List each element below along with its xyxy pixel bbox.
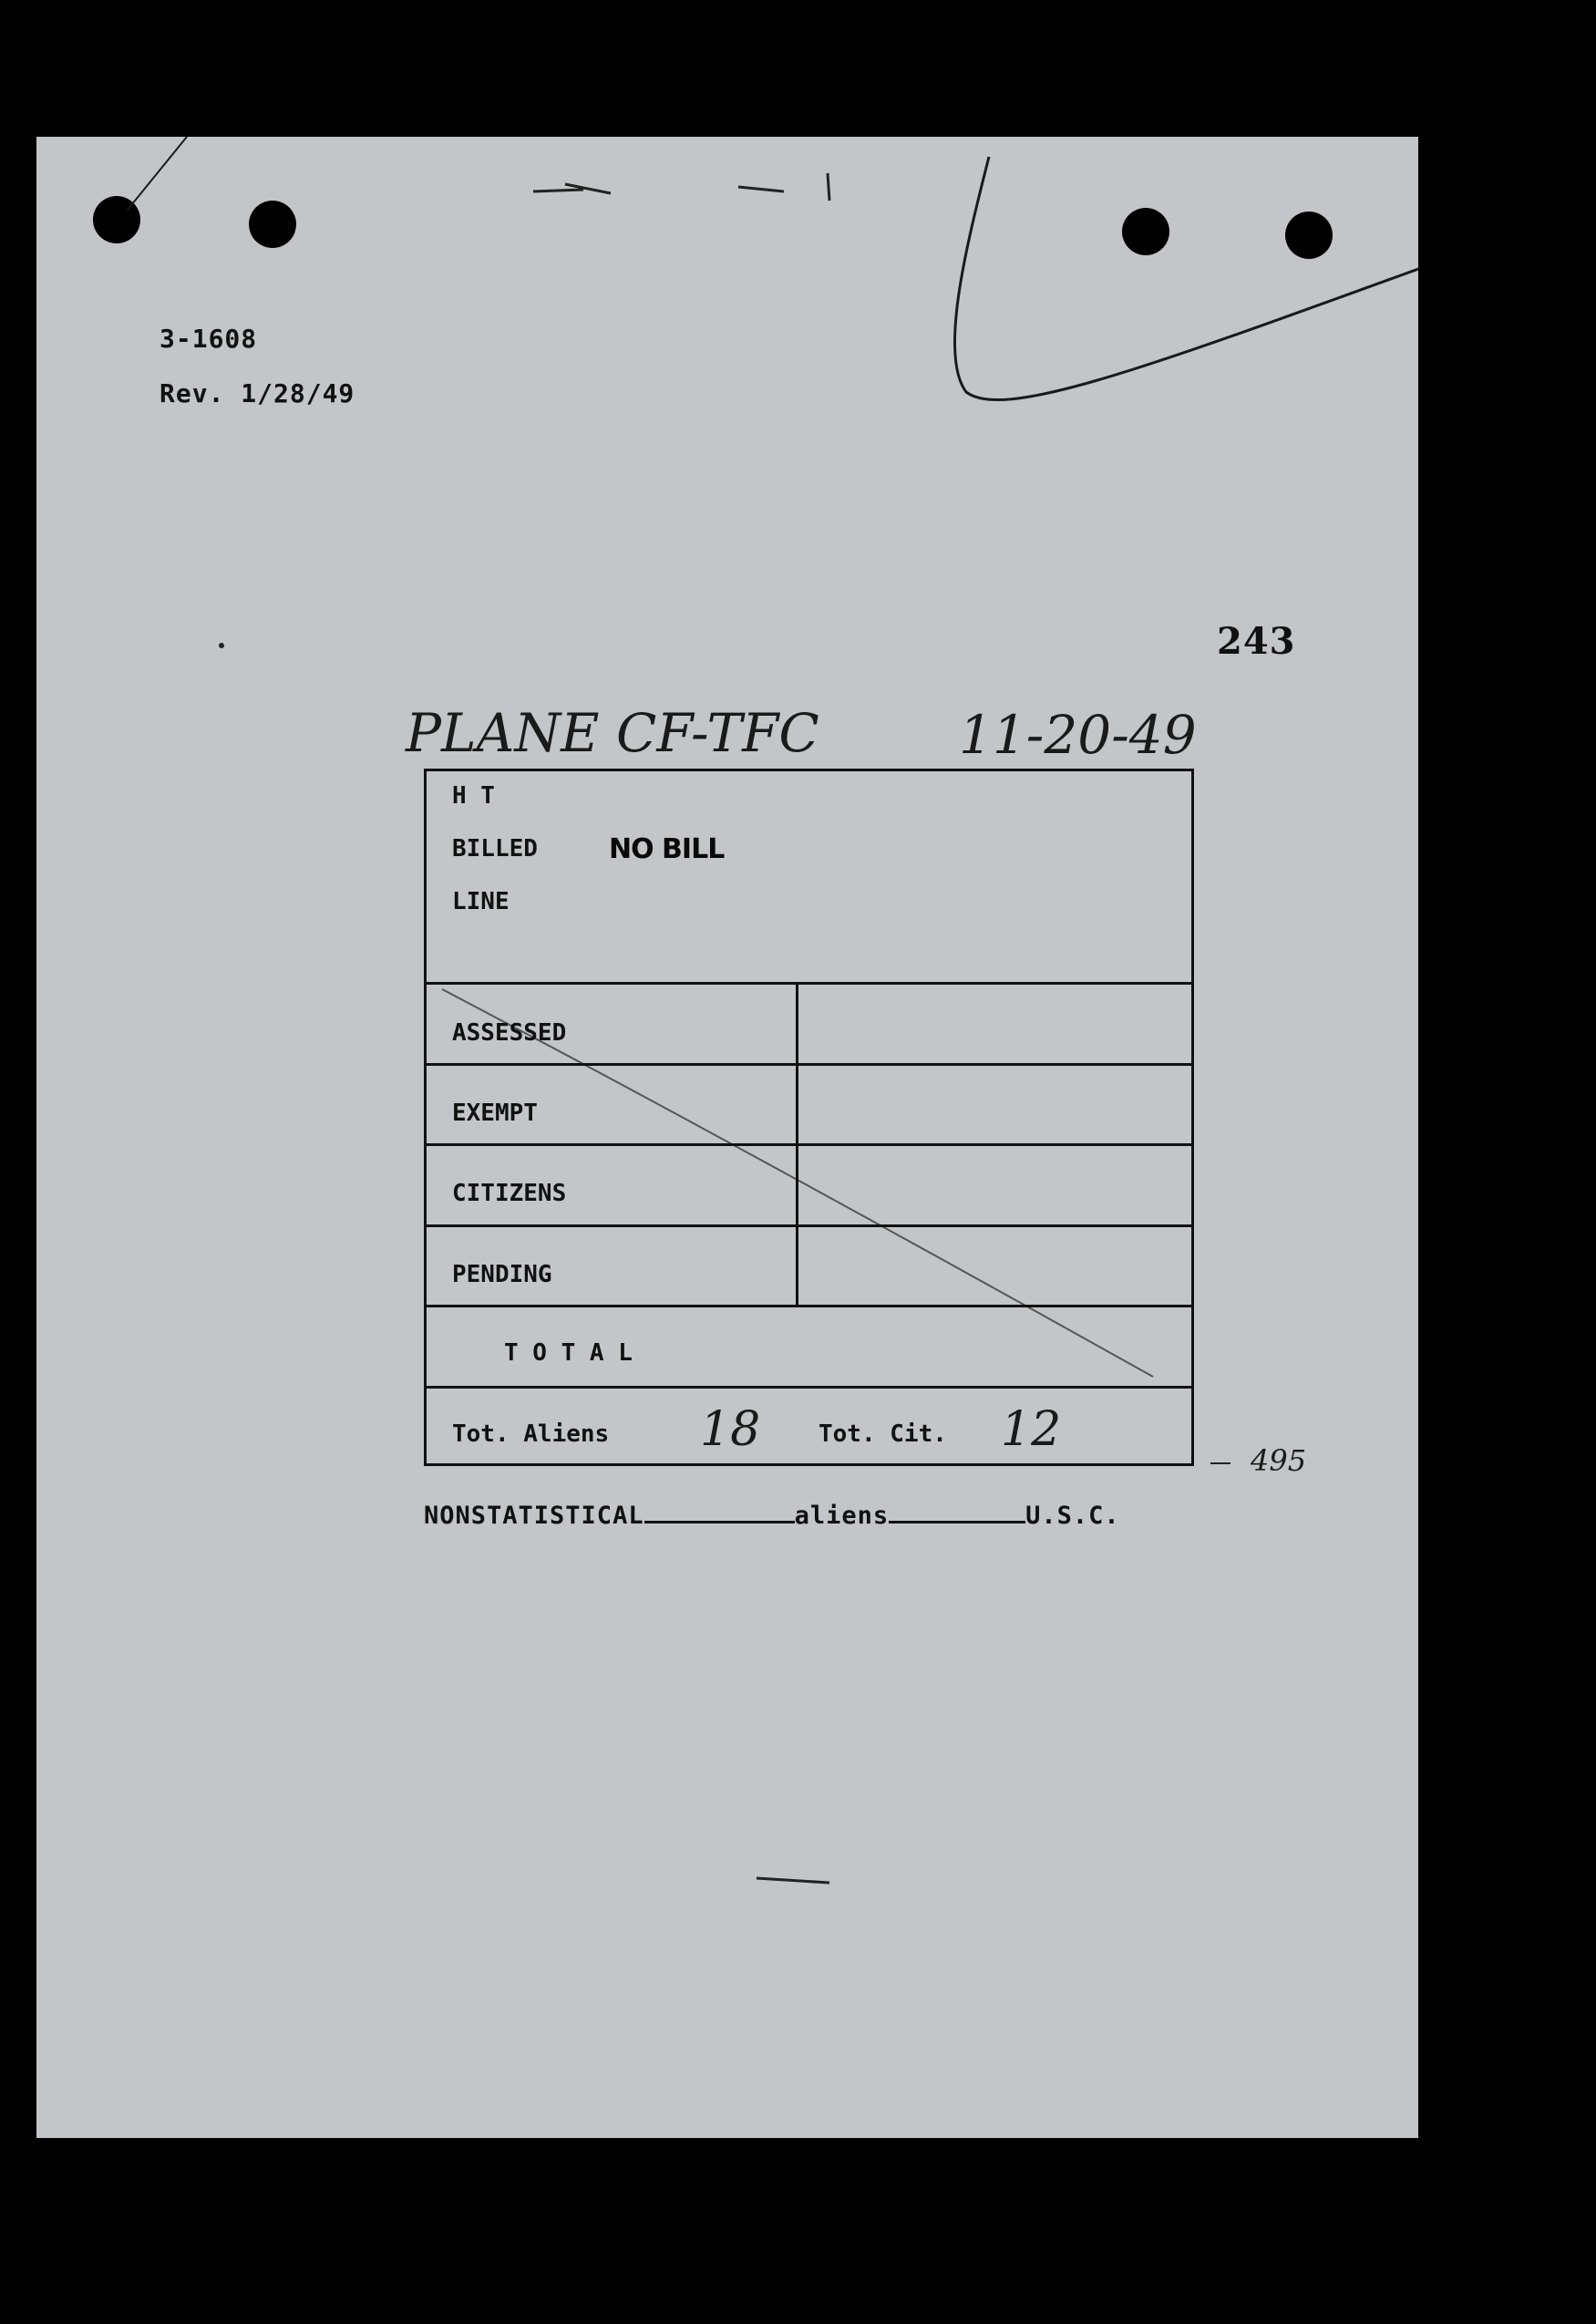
divider [427,1143,1191,1146]
tot-aliens-value: 18 [700,1402,761,1457]
footer-line [424,1502,1120,1530]
revision-date: Rev. 1/28/49 [160,378,355,408]
aliens-label: aliens [794,1502,890,1530]
pending-label: PENDING [452,1261,552,1288]
divider [427,1224,1191,1227]
blank-line [644,1521,795,1524]
form-number: 3-1608 [160,324,258,354]
divider [427,1305,1191,1307]
handwritten-plane: PLANE CF-TFC [406,702,819,764]
assessed-label: ASSESSED [452,1019,567,1047]
page-number: 243 [1217,620,1296,663]
tally-form [424,769,1194,1466]
column-divider [796,982,798,1305]
tot-cit-label: Tot. Cit. [819,1420,947,1448]
ht-label: H T [452,782,495,810]
tot-aliens-label: Tot. Aliens [452,1420,610,1448]
no-bill-stamp: NO BILL [609,833,725,865]
exempt-label: EXEMPT [452,1100,538,1127]
divider [427,982,1191,985]
total-label: T O T A L [504,1339,633,1367]
speck [219,643,224,648]
divider [427,1386,1191,1389]
tot-cit-value: 12 [1001,1402,1062,1457]
billed-label: BILLED [452,835,538,862]
blank-line [889,1521,1025,1524]
handwritten-date: 11-20-49 [959,704,1197,766]
usc-label: U.S.C. [1025,1502,1120,1530]
line-label: LINE [452,888,510,915]
divider [427,1063,1191,1066]
citizens-label: CITIZENS [452,1180,567,1207]
margin-note: 495 [1251,1443,1307,1478]
nonstatistical-label: NONSTATISTICAL [424,1502,644,1530]
